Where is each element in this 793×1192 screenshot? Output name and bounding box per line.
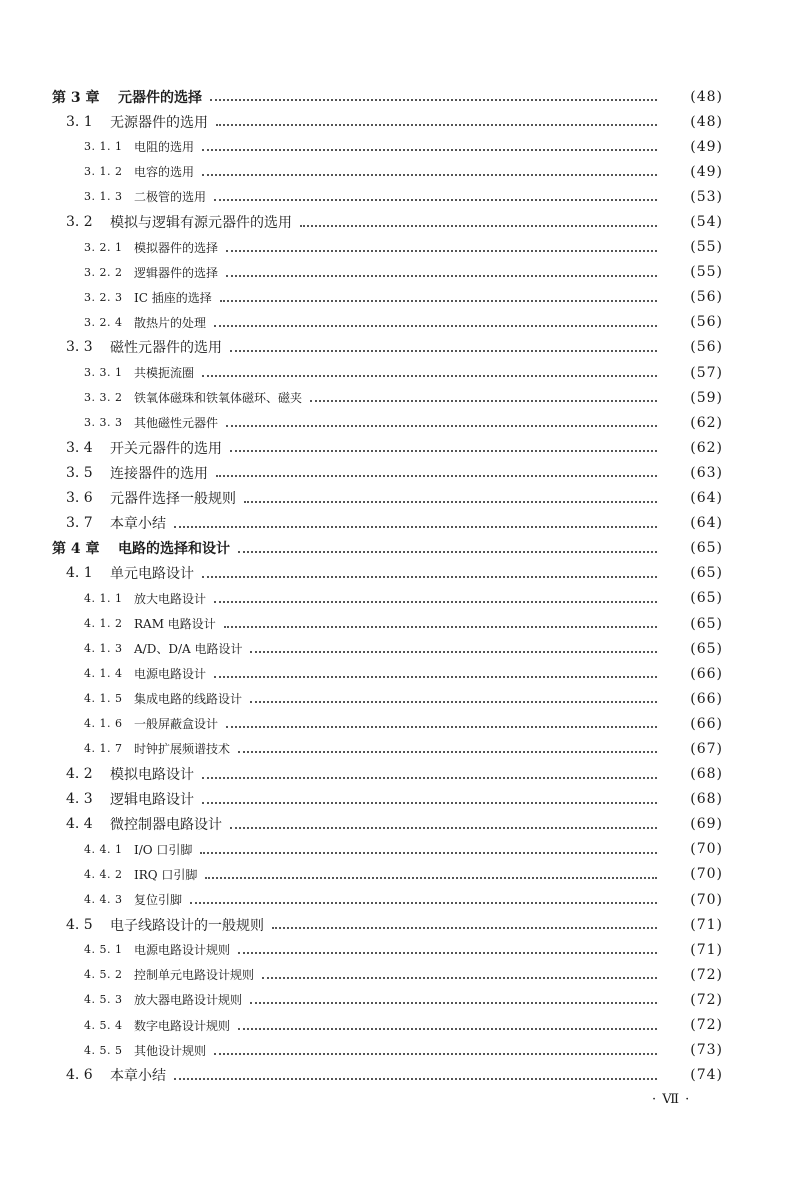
toc-entry-title: 电容的选用	[134, 165, 195, 180]
toc-entry-title: 放大器电路设计规则	[134, 993, 243, 1008]
toc-entry-subsection	[0, 987, 793, 1012]
toc-entry-subsection	[0, 159, 793, 184]
toc-entry-number: 第 3 章	[52, 89, 100, 106]
toc-entry-number: 3. 2. 2	[84, 265, 123, 279]
toc-entry-number: 4. 1. 1	[84, 591, 123, 605]
toc-entry-page: (72)	[690, 991, 723, 1008]
toc-entry-title: 放大电路设计	[134, 591, 207, 606]
toc-entry-section	[0, 335, 793, 360]
dot-leader	[226, 424, 657, 427]
toc-entry-section	[0, 109, 793, 134]
toc-entry-title: 铁氧体磁珠和铁氧体磁环、磁夹	[134, 391, 303, 406]
toc-entry-page: (64)	[690, 515, 723, 532]
toc-entry-page: (55)	[690, 264, 723, 281]
toc-entry-subsection	[0, 887, 793, 912]
toc-entry-chapter	[0, 84, 793, 109]
toc-entry-title: 开关元器件的选用	[110, 440, 222, 457]
toc-entry-number: 3. 2	[66, 214, 93, 231]
toc-entry-page: (71)	[690, 916, 723, 933]
toc-entry-subsection	[0, 711, 793, 736]
toc-entry-number: 4. 1	[66, 565, 93, 582]
toc-entry-title: 复位引脚	[134, 893, 183, 908]
toc-entry-title: 集成电路的线路设计	[134, 692, 243, 707]
toc-entry-page: (73)	[690, 1042, 723, 1059]
dot-leader	[230, 826, 657, 829]
dot-leader	[214, 198, 657, 201]
toc-entry-subsection	[0, 1012, 793, 1037]
toc-entry-section	[0, 561, 793, 586]
toc-entry-title: I/O 口引脚	[134, 842, 193, 857]
toc-entry-number: 3. 2. 4	[84, 315, 123, 329]
toc-entry-title: 本章小结	[110, 516, 166, 533]
toc-entry-page: (49)	[690, 163, 723, 180]
dot-leader	[250, 1001, 657, 1004]
dot-leader	[214, 600, 657, 603]
toc-entry-title: 二极管的选用	[134, 190, 207, 205]
dot-leader	[250, 650, 657, 653]
toc-entry-page: (72)	[690, 966, 723, 983]
toc-entry-title: 单元电路设计	[110, 566, 194, 583]
dot-leader	[230, 449, 657, 452]
toc-entry-page: (65)	[690, 615, 723, 632]
dot-leader	[244, 500, 657, 503]
toc-entry-section	[0, 209, 793, 234]
dot-leader	[202, 173, 657, 176]
toc-entry-title: 逻辑电路设计	[110, 792, 194, 809]
dot-leader	[200, 851, 657, 854]
toc-entry-number: 第 4 章	[52, 541, 100, 558]
toc-entry-page: (70)	[690, 891, 723, 908]
toc-entry-number: 4. 5. 2	[84, 968, 123, 982]
toc-entry-page: (64)	[690, 490, 723, 507]
dot-leader	[216, 474, 657, 477]
toc-entry-number: 4. 1. 4	[84, 667, 123, 681]
toc-entry-number: 4. 5	[66, 916, 93, 933]
toc-entry-page: (62)	[690, 439, 723, 456]
toc-entry-title: 一般屏蔽盒设计	[134, 717, 219, 732]
toc-entry-number: 3. 3	[66, 339, 93, 356]
toc-entry-number: 4. 1. 3	[84, 642, 123, 656]
toc-entry-number: 3. 1. 1	[84, 140, 123, 154]
toc-entry-page: (56)	[690, 339, 723, 356]
toc-entry-title: 磁性元器件的选用	[110, 340, 222, 357]
dot-leader	[238, 550, 657, 553]
toc-entry-title: 连接器件的选用	[110, 465, 208, 482]
toc-entry-chapter	[0, 536, 793, 561]
toc-entry-section	[0, 787, 793, 812]
toc-entry-number: 4. 1. 6	[84, 717, 123, 731]
dot-leader	[202, 374, 657, 377]
toc-entry-page: (48)	[690, 113, 723, 130]
toc-entry-title: 电源电路设计规则	[134, 943, 231, 958]
toc-entry-title: 本章小结	[110, 1068, 166, 1085]
toc-entry-title: 电阻的选用	[134, 140, 195, 155]
toc-entry-number: 4. 1. 5	[84, 692, 123, 706]
toc-entry-section	[0, 511, 793, 536]
toc-entry-page: (62)	[690, 414, 723, 431]
toc-entry-title: 共模扼流圈	[134, 366, 195, 381]
toc-entry-page: (56)	[690, 314, 723, 331]
toc-entry-subsection	[0, 385, 793, 410]
toc-entry-title: RAM 电路设计	[134, 617, 216, 632]
toc-entry-number: 3. 7	[66, 515, 93, 532]
toc-entry-number: 4. 5. 3	[84, 993, 123, 1007]
toc-entry-number: 4. 3	[66, 791, 93, 808]
toc-entry-page: (71)	[690, 941, 723, 958]
toc-entry-section	[0, 460, 793, 485]
dot-leader	[205, 876, 657, 879]
toc-entry-page: (66)	[690, 665, 723, 682]
dot-leader	[214, 1052, 657, 1055]
dot-leader	[238, 750, 657, 753]
dot-leader	[272, 926, 657, 929]
toc-entry-page: (65)	[690, 640, 723, 657]
toc-entry-page: (69)	[690, 816, 723, 833]
toc-entry-page: (70)	[690, 866, 723, 883]
toc-entry-page: (72)	[690, 1017, 723, 1034]
toc-entry-title: 逻辑器件的选择	[134, 265, 219, 280]
toc-entry-page: (65)	[690, 540, 723, 557]
toc-entry-title: 控制单元电路设计规则	[134, 968, 255, 983]
toc-entry-subsection	[0, 736, 793, 761]
toc-entry-title: 模拟电路设计	[110, 767, 194, 784]
toc-entry-page: (66)	[690, 690, 723, 707]
toc-entry-subsection	[0, 184, 793, 209]
toc-entry-number: 3. 1	[66, 113, 93, 130]
page-number: · Ⅶ ·	[652, 1092, 691, 1107]
dot-leader	[224, 625, 657, 628]
toc-entry-section	[0, 1063, 793, 1088]
toc-entry-title: 其他设计规则	[134, 1043, 207, 1058]
toc-entry-number: 4. 6	[66, 1067, 93, 1084]
toc-entry-subsection	[0, 1038, 793, 1063]
toc-entry-number: 3. 5	[66, 464, 93, 481]
toc-entry-subsection	[0, 586, 793, 611]
toc-entry-subsection	[0, 285, 793, 310]
dot-leader	[214, 324, 657, 327]
toc-entry-subsection	[0, 837, 793, 862]
toc-entry-subsection	[0, 310, 793, 335]
toc-entry-title: 时钟扩展频谱技术	[134, 742, 231, 757]
toc-entry-page: (67)	[690, 740, 723, 757]
toc-entry-section	[0, 486, 793, 511]
dot-leader	[220, 299, 657, 302]
toc-entry-subsection	[0, 636, 793, 661]
toc-entry-page: (59)	[690, 389, 723, 406]
dot-leader	[310, 399, 657, 402]
toc-entry-subsection	[0, 962, 793, 987]
dot-leader	[226, 274, 657, 277]
toc-entry-title: 模拟与逻辑有源元器件的选用	[110, 215, 292, 232]
toc-entry-number: 3. 6	[66, 490, 93, 507]
dot-leader	[238, 1027, 657, 1030]
toc-entry-subsection	[0, 661, 793, 686]
toc-entry-title: 元器件的选择	[118, 89, 202, 106]
toc-entry-title: 无源器件的选用	[110, 114, 208, 131]
toc-entry-title: 散热片的处理	[134, 315, 207, 330]
toc-entry-number: 3. 1. 2	[84, 165, 123, 179]
toc-entry-number: 4. 2	[66, 766, 93, 783]
toc-entry-page: (55)	[690, 239, 723, 256]
dot-leader	[210, 98, 657, 101]
toc-entry-page: (66)	[690, 715, 723, 732]
toc-entry-page: (65)	[690, 590, 723, 607]
toc-entry-page: (57)	[690, 364, 723, 381]
toc-entry-section	[0, 812, 793, 837]
toc-entry-page: (56)	[690, 289, 723, 306]
dot-leader	[226, 725, 657, 728]
dot-leader	[202, 575, 657, 578]
toc-entry-page: (65)	[690, 565, 723, 582]
dot-leader	[300, 224, 657, 227]
dot-leader	[262, 976, 657, 979]
dot-leader	[202, 148, 657, 151]
toc-entry-number: 4. 4. 3	[84, 893, 123, 907]
table-of-contents	[0, 84, 793, 1088]
toc-entry-number: 3. 3. 3	[84, 416, 123, 430]
toc-entry-subsection	[0, 360, 793, 385]
toc-entry-page: (74)	[690, 1067, 723, 1084]
toc-entry-number: 3. 2. 3	[84, 290, 123, 304]
toc-entry-page: (48)	[690, 88, 723, 105]
toc-entry-page: (70)	[690, 841, 723, 858]
toc-entry-title: 微控制器电路设计	[110, 817, 222, 834]
toc-entry-subsection	[0, 134, 793, 159]
toc-entry-subsection	[0, 611, 793, 636]
dot-leader	[238, 951, 657, 954]
toc-entry-title: IRQ 口引脚	[134, 867, 198, 882]
toc-entry-section	[0, 912, 793, 937]
toc-entry-number: 4. 5. 5	[84, 1043, 123, 1057]
toc-entry-title: 数字电路设计规则	[134, 1018, 231, 1033]
toc-entry-subsection	[0, 260, 793, 285]
toc-entry-number: 3. 4	[66, 439, 93, 456]
toc-entry-number: 4. 1. 2	[84, 617, 123, 631]
toc-entry-subsection	[0, 937, 793, 962]
dot-leader	[174, 525, 657, 528]
dot-leader	[214, 675, 657, 678]
toc-entry-section	[0, 435, 793, 460]
dot-leader	[202, 776, 657, 779]
toc-entry-number: 4. 5. 1	[84, 943, 123, 957]
toc-entry-title: 电源电路设计	[134, 667, 207, 682]
toc-entry-page: (68)	[690, 766, 723, 783]
dot-leader	[230, 349, 657, 352]
toc-entry-page: (68)	[690, 791, 723, 808]
dot-leader	[202, 801, 657, 804]
toc-entry-page: (49)	[690, 138, 723, 155]
toc-entry-title: IC 插座的选择	[134, 290, 212, 305]
toc-entry-page: (63)	[690, 464, 723, 481]
toc-entry-number: 3. 2. 1	[84, 240, 123, 254]
toc-entry-subsection	[0, 862, 793, 887]
toc-entry-title: 电子线路设计的一般规则	[110, 917, 264, 934]
toc-entry-title: 电路的选择和设计	[118, 541, 230, 558]
toc-entry-number: 4. 1. 7	[84, 742, 123, 756]
toc-entry-subsection	[0, 410, 793, 435]
toc-entry-title: 模拟器件的选择	[134, 240, 219, 255]
dot-leader	[250, 700, 657, 703]
dot-leader	[190, 901, 657, 904]
toc-entry-title: 元器件选择一般规则	[110, 491, 236, 508]
toc-entry-section	[0, 762, 793, 787]
toc-entry-number: 4. 4. 2	[84, 867, 123, 881]
dot-leader	[226, 249, 657, 252]
toc-entry-page: (53)	[690, 188, 723, 205]
toc-entry-subsection	[0, 235, 793, 260]
dot-leader	[174, 1077, 657, 1080]
toc-entry-number: 3. 3. 1	[84, 366, 123, 380]
toc-entry-number: 4. 4. 1	[84, 842, 123, 856]
toc-entry-title: A/D、D/A 电路设计	[134, 642, 243, 657]
toc-entry-number: 4. 5. 4	[84, 1018, 123, 1032]
toc-entry-subsection	[0, 686, 793, 711]
dot-leader	[216, 123, 657, 126]
toc-entry-page: (54)	[690, 214, 723, 231]
toc-entry-number: 4. 4	[66, 816, 93, 833]
toc-entry-title: 其他磁性元器件	[134, 416, 219, 431]
toc-entry-number: 3. 1. 3	[84, 190, 123, 204]
toc-entry-number: 3. 3. 2	[84, 391, 123, 405]
